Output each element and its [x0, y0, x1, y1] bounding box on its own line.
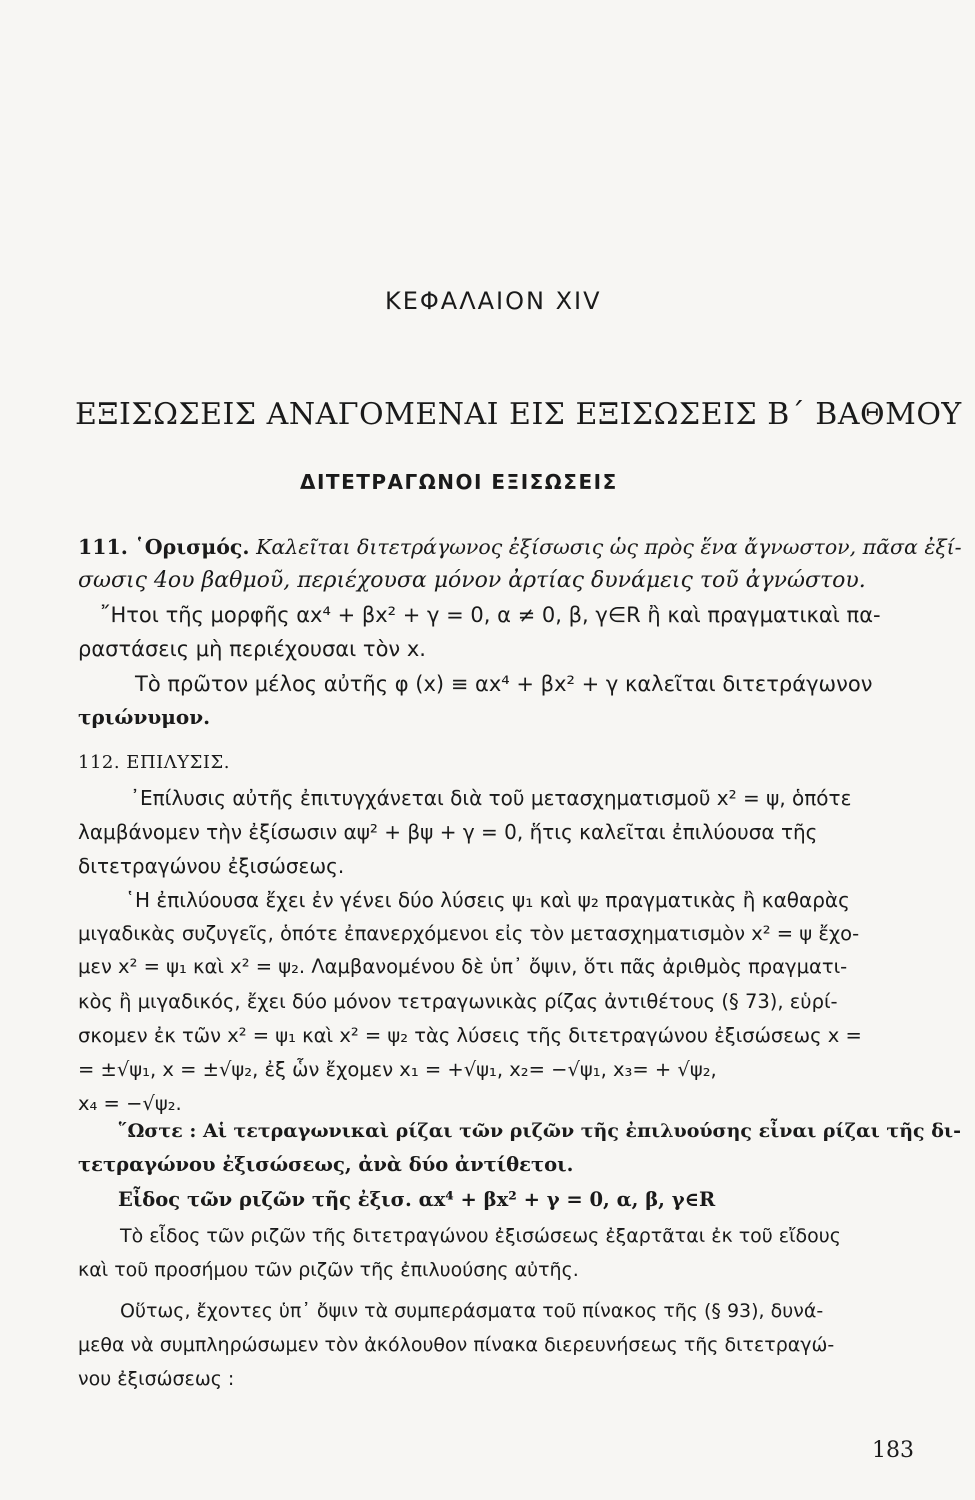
section-111-line-1 [78, 535, 962, 559]
section-112-line-10: x₄ = −√ψ₂. [78, 1092, 182, 1115]
section-112-line-7: κὸς ἢ μιγαδικός, ἔχει δύο μόνον τετραγωνικὰς ρίζας ἀντιθέτους (§ 73), εὑρί- [78, 990, 838, 1013]
conclusion-line-1: ῞Ωστε : Αἱ τετραγωνικαὶ ρίζαι τῶν ριζῶν τῆς ἐπιλυούσης εἶναι ρίζαι τῆς δι- [118, 1120, 961, 1142]
chapter-title: ΕΞΙΣΩΣΕΙΣ ΑΝΑΓΟΜΕΝΑΙ ΕΙΣ ΕΞΙΣΩΣΕΙΣ Β΄ ΒΑΘΜΟΥ [75, 397, 962, 432]
section-112-line-2: λαμβάνομεν τὴν ἐξίσωσιν αψ² + βψ + γ = 0, ἥτις καλεῖται ἐπιλύουσα τῆς [78, 820, 818, 844]
definition-heading: ῾Ορισμός. [134, 535, 250, 559]
section-111-line-4: ραστάσεις μὴ περιέχουσαι τὸν x. [78, 637, 426, 661]
section-number: 111. [78, 535, 128, 559]
chapter-label: ΚΕΦΑΛΑΙΟΝ XIV [385, 287, 602, 315]
section-112-line-8: σκομεν ἐκ τῶν x² = ψ₁ καὶ x² = ψ₂ τὰς λύσεις τῆς διτετραγώνου ἐξισώσεως x = [78, 1024, 862, 1047]
section-112-line-1: ᾿Επίλυσις αὐτῆς ἐπιτυγχάνεται διὰ τοῦ μετασχηματισμοῦ x² = ψ, ὁπότε [130, 786, 852, 810]
section-subtitle: ΔΙΤΕΤΡΑΓΩΝΟΙ ΕΞΙΣΩΣΕΙΣ [300, 470, 618, 494]
section-112-line-5: μιγαδικὰς συζυγεῖς, ὁπότε ἐπανερχόμενοι εἰς τὸν μετασχηματισμὸν x² = ψ ἔχο- [78, 922, 860, 945]
section-111-line-6: τριώνυμον. [78, 705, 211, 729]
section-112-line-4: ῾Η ἐπιλύουσα ἔχει ἐν γένει δύο λύσεις ψ₁ καὶ ψ₂ πραγματικὰς ἢ καθαρὰς [125, 888, 850, 912]
paragraph-line-4: μεθα νὰ συμπληρώσωμεν τὸν ἀκόλουθον πίνακα διερευνήσεως τῆς διτετραγώ- [78, 1334, 835, 1356]
section-111-line-3: ῎Ητοι τῆς μορφῆς αx⁴ + βx² + γ = 0, α ≠ 0, β, γ∈R ἢ καὶ πραγματικαὶ πα- [100, 603, 881, 627]
section-112-line-3: διτετραγώνου ἐξισώσεως. [78, 854, 345, 878]
conclusion-line-2: τετραγώνου ἐξισώσεως, ἀνὰ δύο ἀντίθετοι. [78, 1153, 574, 1176]
section-112-heading: 112. ΕΠΙΛΥΣΙΣ. [78, 752, 230, 773]
section-112-line-6: μεν x² = ψ₁ καὶ x² = ψ₂. Λαμβανομένου δὲ ὑπ᾿ ὄψιν, ὅτι πᾶς ἀριθμὸς πραγματι- [78, 955, 848, 978]
paragraph-line-2: καὶ τοῦ προσήμου τῶν ριζῶν τῆς ἐπιλυούσης αὐτῆς. [78, 1259, 579, 1281]
paragraph-line-3: Οὕτως, ἔχοντες ὑπ᾿ ὄψιν τὰ συμπεράσματα τοῦ πίνακος τῆς (§ 93), δυνά- [120, 1300, 824, 1322]
section-112-line-9: = ±√ψ₁, x = ±√ψ₂, ἐξ ὧν ἔχομεν x₁ = +√ψ₁, x₂= −√ψ₁, x₃= + √ψ₂, [78, 1058, 717, 1081]
section-111-line-2: σωσις 4ου βαθμοῦ, περιέχουσα μόνον ἀρτίας δυνάμεις τοῦ ἀγνώστου. [78, 568, 866, 593]
subsection-heading: Εἶδος τῶν ριζῶν τῆς ἐξισ. αx⁴ + βx² + γ = 0, α, β, γ∈R [118, 1188, 716, 1211]
paragraph-line-1: Τὸ εἶδος τῶν ριζῶν τῆς διτετραγώνου ἐξισώσεως ἐξαρτᾶται ἐκ τοῦ εἴδους [120, 1225, 841, 1247]
page-number: 183 [872, 1438, 914, 1463]
section-111-line-5: Τὸ πρῶτον μέλος αὐτῆς φ (x) ≡ αx⁴ + βx² + γ καλεῖται διτετράγωνον [135, 672, 873, 696]
paragraph-line-5: νου ἐξισώσεως : [78, 1368, 235, 1390]
definition-text: Καλεῖται διτετράγωνος ἐξίσωσις ὡς πρὸς ἕνα ἄγνωστον, πᾶσα ἐξί- [256, 535, 962, 559]
